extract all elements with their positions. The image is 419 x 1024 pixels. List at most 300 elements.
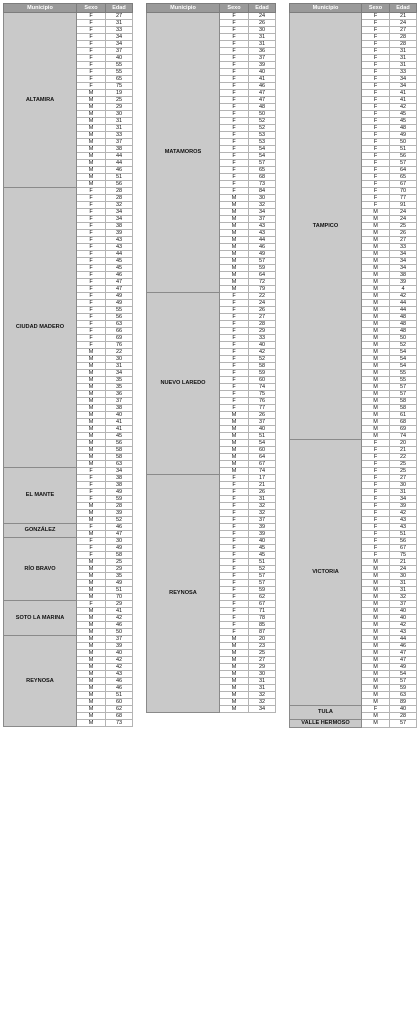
sexo-cell: F bbox=[77, 55, 106, 62]
sexo-cell: F bbox=[77, 76, 106, 83]
sexo-cell: M bbox=[362, 258, 390, 265]
sexo-cell: F bbox=[362, 545, 390, 552]
sexo-cell: F bbox=[220, 321, 249, 328]
table-row bbox=[4, 601, 133, 608]
sexo-cell: F bbox=[220, 55, 249, 62]
edad-cell: 31 bbox=[249, 678, 276, 685]
edad-cell: 46 bbox=[106, 685, 133, 692]
sexo-cell: F bbox=[220, 573, 249, 580]
sexo-cell: F bbox=[220, 377, 249, 384]
sexo-cell: M bbox=[77, 685, 106, 692]
edad-cell: 30 bbox=[106, 111, 133, 118]
sexo-cell: F bbox=[220, 510, 249, 517]
sexo-cell: F bbox=[220, 391, 249, 398]
sexo-cell: M bbox=[362, 426, 390, 433]
sexo-cell: F bbox=[220, 307, 249, 314]
edad-cell: 29 bbox=[249, 328, 276, 335]
edad-cell: 43 bbox=[106, 671, 133, 678]
edad-cell: 21 bbox=[390, 559, 417, 566]
sexo-cell: M bbox=[220, 426, 249, 433]
sexo-cell: M bbox=[220, 433, 249, 440]
sexo-cell: F bbox=[220, 566, 249, 573]
sexo-cell: M bbox=[362, 391, 390, 398]
sexo-cell: F bbox=[220, 20, 249, 27]
edad-cell: 49 bbox=[106, 293, 133, 300]
edad-cell: 57 bbox=[249, 258, 276, 265]
edad-cell: 33 bbox=[249, 335, 276, 342]
edad-cell: 55 bbox=[390, 370, 417, 377]
sexo-cell: F bbox=[362, 174, 390, 181]
edad-cell: 47 bbox=[249, 97, 276, 104]
edad-cell: 49 bbox=[390, 132, 417, 139]
sexo-cell: M bbox=[77, 573, 106, 580]
edad-cell: 35 bbox=[106, 573, 133, 580]
edad-cell: 50 bbox=[249, 111, 276, 118]
sexo-cell: M bbox=[362, 370, 390, 377]
edad-cell: 30 bbox=[249, 27, 276, 34]
sexo-cell: M bbox=[362, 230, 390, 237]
header-sexo: Sexo bbox=[220, 4, 249, 13]
sexo-cell: F bbox=[220, 559, 249, 566]
edad-cell: 40 bbox=[390, 608, 417, 615]
municipio-cell: REYNOSA bbox=[4, 636, 77, 727]
sexo-cell: F bbox=[362, 482, 390, 489]
municipio-cell: EL MANTE bbox=[4, 468, 77, 524]
edad-cell: 30 bbox=[106, 538, 133, 545]
edad-cell: 54 bbox=[390, 356, 417, 363]
sexo-cell: F bbox=[220, 328, 249, 335]
edad-cell: 28 bbox=[106, 195, 133, 202]
edad-cell: 49 bbox=[106, 545, 133, 552]
edad-cell: 35 bbox=[106, 377, 133, 384]
sexo-cell: F bbox=[362, 118, 390, 125]
edad-cell: 56 bbox=[106, 314, 133, 321]
sexo-cell: M bbox=[77, 370, 106, 377]
sexo-cell: F bbox=[220, 601, 249, 608]
sexo-cell: M bbox=[77, 153, 106, 160]
sexo-cell: F bbox=[220, 181, 249, 188]
edad-cell: 70 bbox=[390, 188, 417, 195]
edad-cell: 46 bbox=[249, 83, 276, 90]
edad-cell: 20 bbox=[390, 440, 417, 447]
edad-cell: 27 bbox=[390, 475, 417, 482]
sexo-cell: M bbox=[77, 111, 106, 118]
table-row bbox=[290, 440, 417, 447]
sexo-cell: F bbox=[220, 629, 249, 636]
sexo-cell: M bbox=[220, 265, 249, 272]
edad-cell: 45 bbox=[106, 265, 133, 272]
edad-cell: 27 bbox=[390, 27, 417, 34]
edad-cell: 85 bbox=[249, 622, 276, 629]
edad-cell: 51 bbox=[106, 692, 133, 699]
edad-cell: 27 bbox=[390, 237, 417, 244]
edad-cell: 48 bbox=[390, 321, 417, 328]
sexo-cell: M bbox=[362, 412, 390, 419]
sexo-cell: M bbox=[77, 391, 106, 398]
edad-cell: 25 bbox=[249, 650, 276, 657]
edad-cell: 34 bbox=[106, 216, 133, 223]
sexo-cell: M bbox=[220, 468, 249, 475]
sexo-cell: M bbox=[77, 664, 106, 671]
edad-cell: 45 bbox=[390, 118, 417, 125]
sexo-cell: M bbox=[362, 314, 390, 321]
sexo-cell: F bbox=[362, 83, 390, 90]
edad-cell: 29 bbox=[249, 664, 276, 671]
sexo-cell: F bbox=[220, 349, 249, 356]
edad-cell: 37 bbox=[249, 216, 276, 223]
sexo-cell: M bbox=[362, 650, 390, 657]
sexo-cell: F bbox=[362, 517, 390, 524]
sexo-cell: F bbox=[362, 34, 390, 41]
edad-cell: 43 bbox=[106, 244, 133, 251]
sexo-cell: F bbox=[362, 111, 390, 118]
edad-cell: 51 bbox=[390, 531, 417, 538]
table-column-2 bbox=[146, 3, 276, 713]
edad-cell: 42 bbox=[249, 349, 276, 356]
edad-cell: 48 bbox=[390, 125, 417, 132]
edad-cell: 41 bbox=[390, 97, 417, 104]
sexo-cell: M bbox=[77, 349, 106, 356]
sexo-cell: M bbox=[220, 447, 249, 454]
edad-cell: 44 bbox=[106, 251, 133, 258]
sexo-cell: F bbox=[362, 55, 390, 62]
edad-cell: 63 bbox=[106, 461, 133, 468]
sexo-cell: F bbox=[362, 468, 390, 475]
edad-cell: 54 bbox=[390, 349, 417, 356]
sexo-cell: M bbox=[362, 664, 390, 671]
sexo-cell: M bbox=[362, 251, 390, 258]
edad-cell: 28 bbox=[390, 41, 417, 48]
edad-cell: 84 bbox=[249, 188, 276, 195]
edad-cell: 70 bbox=[106, 594, 133, 601]
sexo-cell: M bbox=[77, 426, 106, 433]
sexo-cell: F bbox=[220, 300, 249, 307]
edad-cell: 54 bbox=[390, 363, 417, 370]
edad-cell: 30 bbox=[390, 573, 417, 580]
header-municipio: Municipio bbox=[147, 4, 220, 13]
edad-cell: 30 bbox=[249, 671, 276, 678]
edad-cell: 46 bbox=[106, 622, 133, 629]
edad-cell: 65 bbox=[106, 76, 133, 83]
sexo-cell: F bbox=[77, 83, 106, 90]
sexo-cell: F bbox=[220, 153, 249, 160]
edad-cell: 38 bbox=[106, 223, 133, 230]
edad-cell: 57 bbox=[390, 678, 417, 685]
sexo-cell: M bbox=[77, 447, 106, 454]
table-row bbox=[290, 13, 417, 20]
edad-cell: 68 bbox=[106, 713, 133, 720]
edad-cell: 73 bbox=[106, 720, 133, 727]
sexo-cell: F bbox=[220, 90, 249, 97]
edad-cell: 47 bbox=[106, 531, 133, 538]
edad-cell: 42 bbox=[390, 293, 417, 300]
edad-cell: 47 bbox=[390, 657, 417, 664]
edad-cell: 58 bbox=[249, 363, 276, 370]
header-municipio: Municipio bbox=[4, 4, 77, 13]
sexo-cell: M bbox=[77, 636, 106, 643]
sexo-cell: F bbox=[220, 139, 249, 146]
edad-cell: 35 bbox=[106, 384, 133, 391]
edad-cell: 37 bbox=[390, 601, 417, 608]
edad-cell: 34 bbox=[390, 83, 417, 90]
sexo-cell: F bbox=[362, 104, 390, 111]
sexo-cell: M bbox=[362, 699, 390, 706]
edad-cell: 49 bbox=[106, 489, 133, 496]
sexo-cell: F bbox=[362, 132, 390, 139]
sexo-cell: M bbox=[362, 286, 390, 293]
edad-cell: 26 bbox=[249, 489, 276, 496]
sexo-cell: M bbox=[220, 671, 249, 678]
edad-cell: 32 bbox=[106, 202, 133, 209]
edad-cell: 46 bbox=[390, 643, 417, 650]
sexo-cell: F bbox=[362, 62, 390, 69]
edad-cell: 63 bbox=[106, 321, 133, 328]
edad-cell: 68 bbox=[249, 174, 276, 181]
sexo-cell: M bbox=[77, 363, 106, 370]
sexo-cell: F bbox=[362, 454, 390, 461]
sexo-cell: M bbox=[362, 692, 390, 699]
edad-cell: 57 bbox=[390, 160, 417, 167]
sexo-cell: M bbox=[77, 132, 106, 139]
edad-cell: 49 bbox=[390, 664, 417, 671]
sexo-cell: F bbox=[77, 328, 106, 335]
edad-cell: 79 bbox=[249, 286, 276, 293]
edad-cell: 52 bbox=[106, 517, 133, 524]
edad-cell: 55 bbox=[106, 69, 133, 76]
edad-cell: 75 bbox=[249, 391, 276, 398]
sexo-cell: F bbox=[362, 461, 390, 468]
edad-cell: 45 bbox=[106, 433, 133, 440]
sexo-cell: M bbox=[77, 699, 106, 706]
edad-cell: 68 bbox=[390, 419, 417, 426]
edad-cell: 37 bbox=[249, 419, 276, 426]
sexo-cell: F bbox=[220, 580, 249, 587]
sexo-cell: M bbox=[362, 720, 390, 728]
sexo-cell: M bbox=[77, 356, 106, 363]
sexo-cell: M bbox=[220, 272, 249, 279]
sexo-cell: F bbox=[77, 216, 106, 223]
sexo-cell: F bbox=[220, 517, 249, 524]
table-row bbox=[290, 720, 417, 728]
sexo-cell: F bbox=[77, 342, 106, 349]
sexo-cell: F bbox=[220, 531, 249, 538]
sexo-cell: F bbox=[77, 62, 106, 69]
edad-cell: 20 bbox=[249, 636, 276, 643]
edad-cell: 43 bbox=[390, 629, 417, 636]
edad-cell: 60 bbox=[106, 699, 133, 706]
edad-cell: 32 bbox=[249, 692, 276, 699]
sexo-cell: M bbox=[77, 139, 106, 146]
sexo-cell: M bbox=[362, 244, 390, 251]
sexo-cell: M bbox=[77, 146, 106, 153]
header-municipio: Municipio bbox=[290, 4, 362, 13]
edad-cell: 44 bbox=[390, 307, 417, 314]
sexo-cell: M bbox=[362, 594, 390, 601]
sexo-cell: M bbox=[220, 699, 249, 706]
sexo-cell: F bbox=[77, 489, 106, 496]
edad-cell: 59 bbox=[106, 496, 133, 503]
edad-cell: 50 bbox=[106, 629, 133, 636]
edad-cell: 33 bbox=[106, 27, 133, 34]
edad-cell: 27 bbox=[106, 13, 133, 20]
sexo-cell: M bbox=[220, 650, 249, 657]
sexo-cell: F bbox=[77, 314, 106, 321]
sexo-cell: F bbox=[220, 489, 249, 496]
sexo-cell: M bbox=[77, 615, 106, 622]
sexo-cell: M bbox=[77, 433, 106, 440]
sexo-cell: F bbox=[220, 587, 249, 594]
edad-cell: 44 bbox=[390, 636, 417, 643]
sexo-cell: F bbox=[220, 34, 249, 41]
edad-cell: 25 bbox=[106, 559, 133, 566]
edad-cell: 29 bbox=[106, 566, 133, 573]
sexo-cell: M bbox=[77, 629, 106, 636]
edad-cell: 59 bbox=[249, 370, 276, 377]
edad-cell: 27 bbox=[249, 314, 276, 321]
edad-cell: 37 bbox=[249, 517, 276, 524]
edad-cell: 28 bbox=[390, 713, 417, 720]
edad-cell: 34 bbox=[249, 209, 276, 216]
sexo-cell: F bbox=[220, 167, 249, 174]
table-body bbox=[147, 13, 276, 713]
edad-cell: 76 bbox=[106, 342, 133, 349]
sexo-cell: F bbox=[220, 356, 249, 363]
edad-cell: 32 bbox=[249, 699, 276, 706]
table-body bbox=[4, 13, 133, 727]
sexo-cell: M bbox=[220, 636, 249, 643]
edad-cell: 31 bbox=[390, 48, 417, 55]
sexo-cell: F bbox=[77, 69, 106, 76]
edad-cell: 46 bbox=[106, 272, 133, 279]
sexo-cell: M bbox=[362, 559, 390, 566]
sexo-cell: M bbox=[362, 671, 390, 678]
edad-cell: 41 bbox=[106, 419, 133, 426]
edad-cell: 37 bbox=[106, 398, 133, 405]
edad-cell: 87 bbox=[249, 629, 276, 636]
table-body bbox=[290, 13, 417, 728]
edad-cell: 65 bbox=[390, 174, 417, 181]
table-header-row bbox=[147, 4, 276, 13]
sexo-cell: F bbox=[220, 398, 249, 405]
sexo-cell: F bbox=[220, 97, 249, 104]
sexo-cell: M bbox=[362, 265, 390, 272]
sexo-cell: F bbox=[77, 258, 106, 265]
edad-cell: 38 bbox=[106, 146, 133, 153]
edad-cell: 34 bbox=[390, 265, 417, 272]
sexo-cell: M bbox=[362, 209, 390, 216]
edad-cell: 19 bbox=[106, 90, 133, 97]
sexo-cell: M bbox=[362, 405, 390, 412]
municipio-cell: RÍO BRAVO bbox=[4, 538, 77, 601]
edad-cell: 61 bbox=[390, 412, 417, 419]
sexo-cell: F bbox=[220, 293, 249, 300]
sexo-cell: F bbox=[362, 510, 390, 517]
sexo-cell: F bbox=[220, 118, 249, 125]
table-row bbox=[4, 636, 133, 643]
sexo-cell: F bbox=[362, 153, 390, 160]
sexo-cell: F bbox=[77, 230, 106, 237]
sexo-cell: F bbox=[77, 538, 106, 545]
edad-cell: 28 bbox=[106, 503, 133, 510]
sexo-cell: M bbox=[362, 335, 390, 342]
edad-cell: 58 bbox=[106, 454, 133, 461]
sexo-cell: F bbox=[220, 160, 249, 167]
sexo-cell: F bbox=[362, 552, 390, 559]
edad-cell: 23 bbox=[249, 643, 276, 650]
sexo-cell: M bbox=[362, 384, 390, 391]
edad-cell: 34 bbox=[390, 76, 417, 83]
sexo-cell: M bbox=[220, 209, 249, 216]
edad-cell: 40 bbox=[249, 538, 276, 545]
sexo-cell: M bbox=[77, 377, 106, 384]
sexo-cell: F bbox=[220, 188, 249, 195]
municipio-cell: VICTORIA bbox=[290, 440, 362, 706]
sexo-cell: M bbox=[220, 279, 249, 286]
edad-cell: 30 bbox=[106, 356, 133, 363]
sexo-cell: F bbox=[362, 440, 390, 447]
table-row bbox=[147, 475, 276, 482]
sexo-cell: F bbox=[77, 524, 106, 531]
header-sexo: Sexo bbox=[362, 4, 390, 13]
edad-cell: 26 bbox=[249, 20, 276, 27]
sexo-cell: F bbox=[77, 195, 106, 202]
edad-cell: 25 bbox=[390, 461, 417, 468]
edad-cell: 22 bbox=[390, 454, 417, 461]
sexo-cell: F bbox=[362, 20, 390, 27]
edad-cell: 34 bbox=[106, 370, 133, 377]
edad-cell: 74 bbox=[249, 468, 276, 475]
edad-cell: 52 bbox=[249, 566, 276, 573]
edad-cell: 40 bbox=[390, 615, 417, 622]
sexo-cell: F bbox=[220, 146, 249, 153]
edad-cell: 67 bbox=[390, 181, 417, 188]
sexo-cell: M bbox=[77, 405, 106, 412]
sexo-cell: M bbox=[362, 566, 390, 573]
sexo-cell: M bbox=[220, 230, 249, 237]
edad-cell: 73 bbox=[249, 181, 276, 188]
sexo-cell: F bbox=[77, 188, 106, 195]
edad-cell: 34 bbox=[390, 251, 417, 258]
edad-cell: 39 bbox=[106, 643, 133, 650]
sexo-cell: F bbox=[220, 62, 249, 69]
sexo-cell: F bbox=[77, 27, 106, 34]
edad-cell: 51 bbox=[249, 559, 276, 566]
sexo-cell: M bbox=[77, 608, 106, 615]
municipio-cell: ALTAMIRA bbox=[4, 13, 77, 188]
sexo-cell: M bbox=[77, 720, 106, 727]
sexo-cell: M bbox=[77, 671, 106, 678]
sexo-cell: M bbox=[77, 657, 106, 664]
sexo-cell: M bbox=[77, 97, 106, 104]
sexo-cell: F bbox=[77, 41, 106, 48]
edad-cell: 36 bbox=[106, 391, 133, 398]
sexo-cell: M bbox=[220, 657, 249, 664]
sexo-cell: F bbox=[362, 706, 390, 713]
edad-cell: 28 bbox=[106, 188, 133, 195]
edad-cell: 31 bbox=[249, 41, 276, 48]
sexo-cell: M bbox=[362, 587, 390, 594]
sexo-cell: M bbox=[77, 503, 106, 510]
edad-cell: 89 bbox=[390, 699, 417, 706]
sexo-cell: F bbox=[77, 321, 106, 328]
edad-cell: 29 bbox=[106, 104, 133, 111]
edad-cell: 47 bbox=[390, 650, 417, 657]
sexo-cell: F bbox=[77, 552, 106, 559]
sexo-cell: M bbox=[77, 650, 106, 657]
edad-cell: 40 bbox=[249, 69, 276, 76]
sexo-cell: M bbox=[77, 454, 106, 461]
edad-cell: 52 bbox=[249, 356, 276, 363]
